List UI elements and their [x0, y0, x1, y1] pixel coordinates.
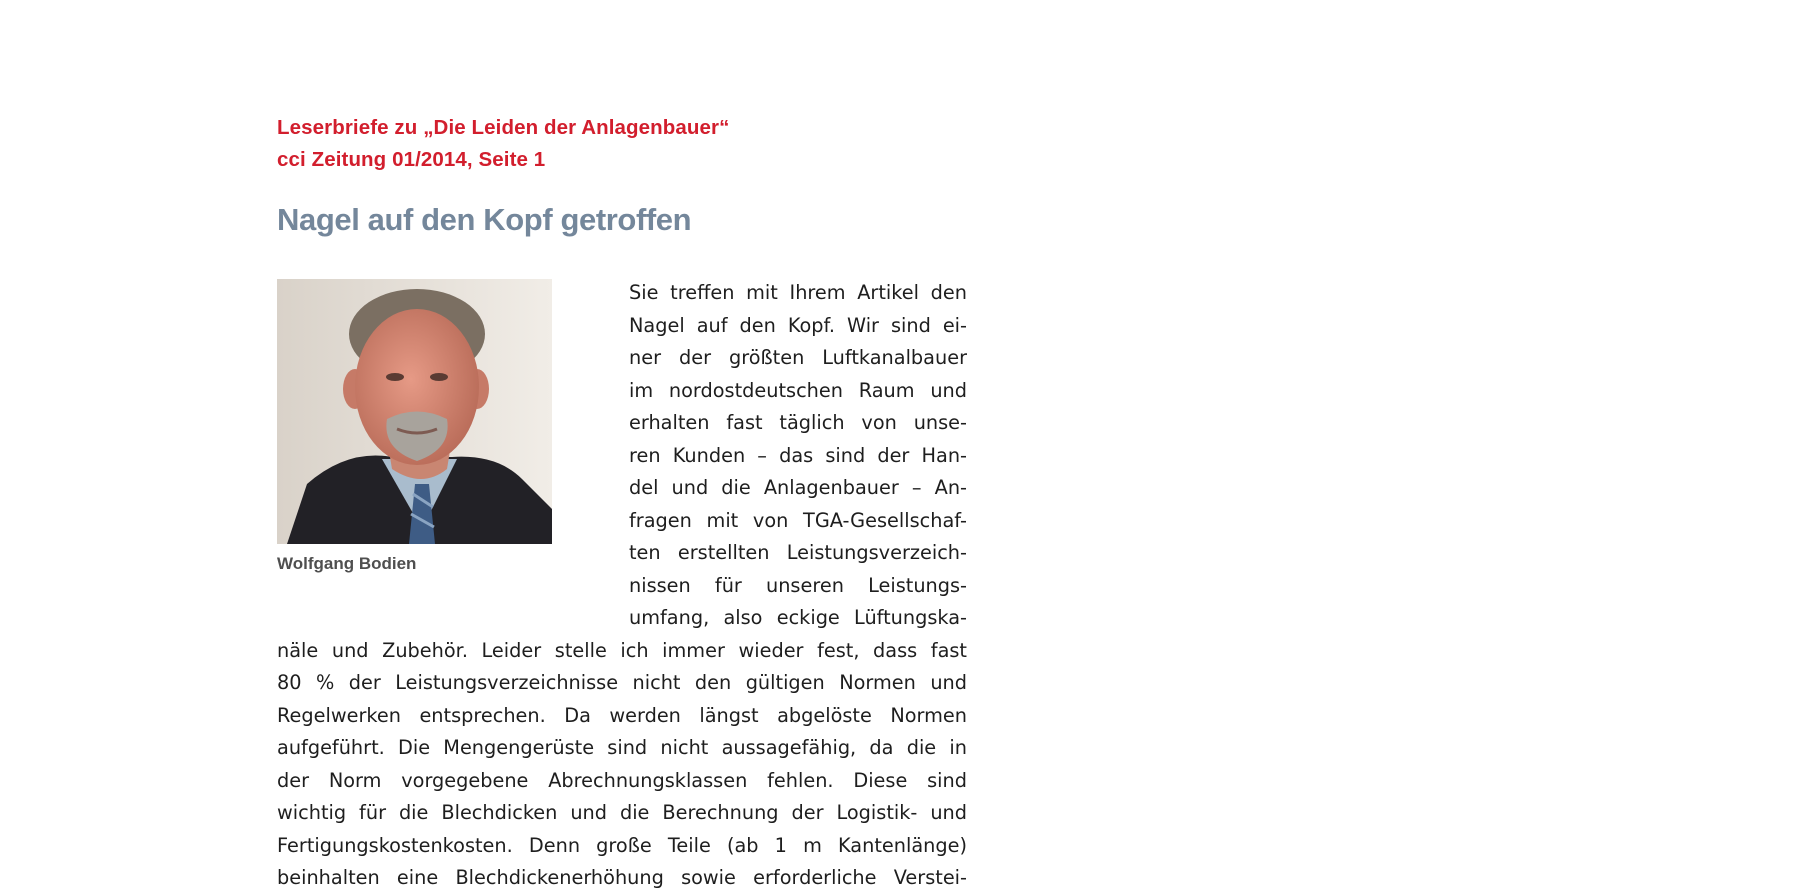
article-headline: Nagel auf den Kopf getroffen [277, 202, 692, 237]
article-kicker [277, 112, 967, 176]
body-line: fragen mit von TGA-Gesellschaf- [629, 508, 967, 532]
body-line: ner der größten Luftkanalbauer [629, 346, 967, 369]
photo-caption: Wolfgang Bodien [277, 554, 417, 573]
body-line: beinhalten eine Blechdickenerhöhung sowie erforderliche Verstei- [277, 866, 967, 889]
body-line: aufgeführt. Die Mengengerüste sind nicht aussagefähig, da die in [277, 736, 967, 759]
body-line: umfang, also eckige Lüftungska- [629, 606, 967, 629]
body-line: del und die Anlagenbauer – An- [629, 476, 967, 499]
body-line: der Norm vorgegebene Abrechnungsklassen fehlen. Diese sind [277, 768, 967, 792]
body-line: näle und Zubehör. Leider stelle ich immer wieder fest, dass fast [277, 638, 967, 662]
kicker-line-source: Leserbriefe zu „Die Leiden der Anlagenbauer“ [277, 116, 730, 139]
body-line: erhalten fast täglich von unse- [629, 411, 967, 434]
author-photo [277, 279, 552, 544]
body-line: Fertigungskostenkosten. Denn große Teile (ab 1 m Kantenlänge) [277, 833, 967, 857]
body-line: Nagel auf den Kopf. Wir sind ei- [629, 313, 967, 337]
body-line: Regelwerken entsprechen. Da werden längst abgelöste Normen [277, 703, 967, 727]
body-line: 80 % der Leistungsverzeichnisse nicht den gültigen Normen und [277, 671, 967, 694]
body-line: ten erstellten Leistungsverzeich- [629, 541, 967, 564]
body-line: wichtig für die Blechdicken und die Berechnung der Logistik- und [277, 801, 967, 824]
kicker-line-issue: cci Zeitung 01/2014, Seite 1 [277, 148, 546, 171]
body-line: im nordostdeutschen Raum und [629, 378, 967, 402]
body-line: nissen für unseren Leistungs- [629, 573, 967, 597]
body-line: Sie treffen mit Ihrem Artikel den [629, 281, 967, 304]
body-line: ren Kunden – das sind der Han- [629, 443, 967, 467]
